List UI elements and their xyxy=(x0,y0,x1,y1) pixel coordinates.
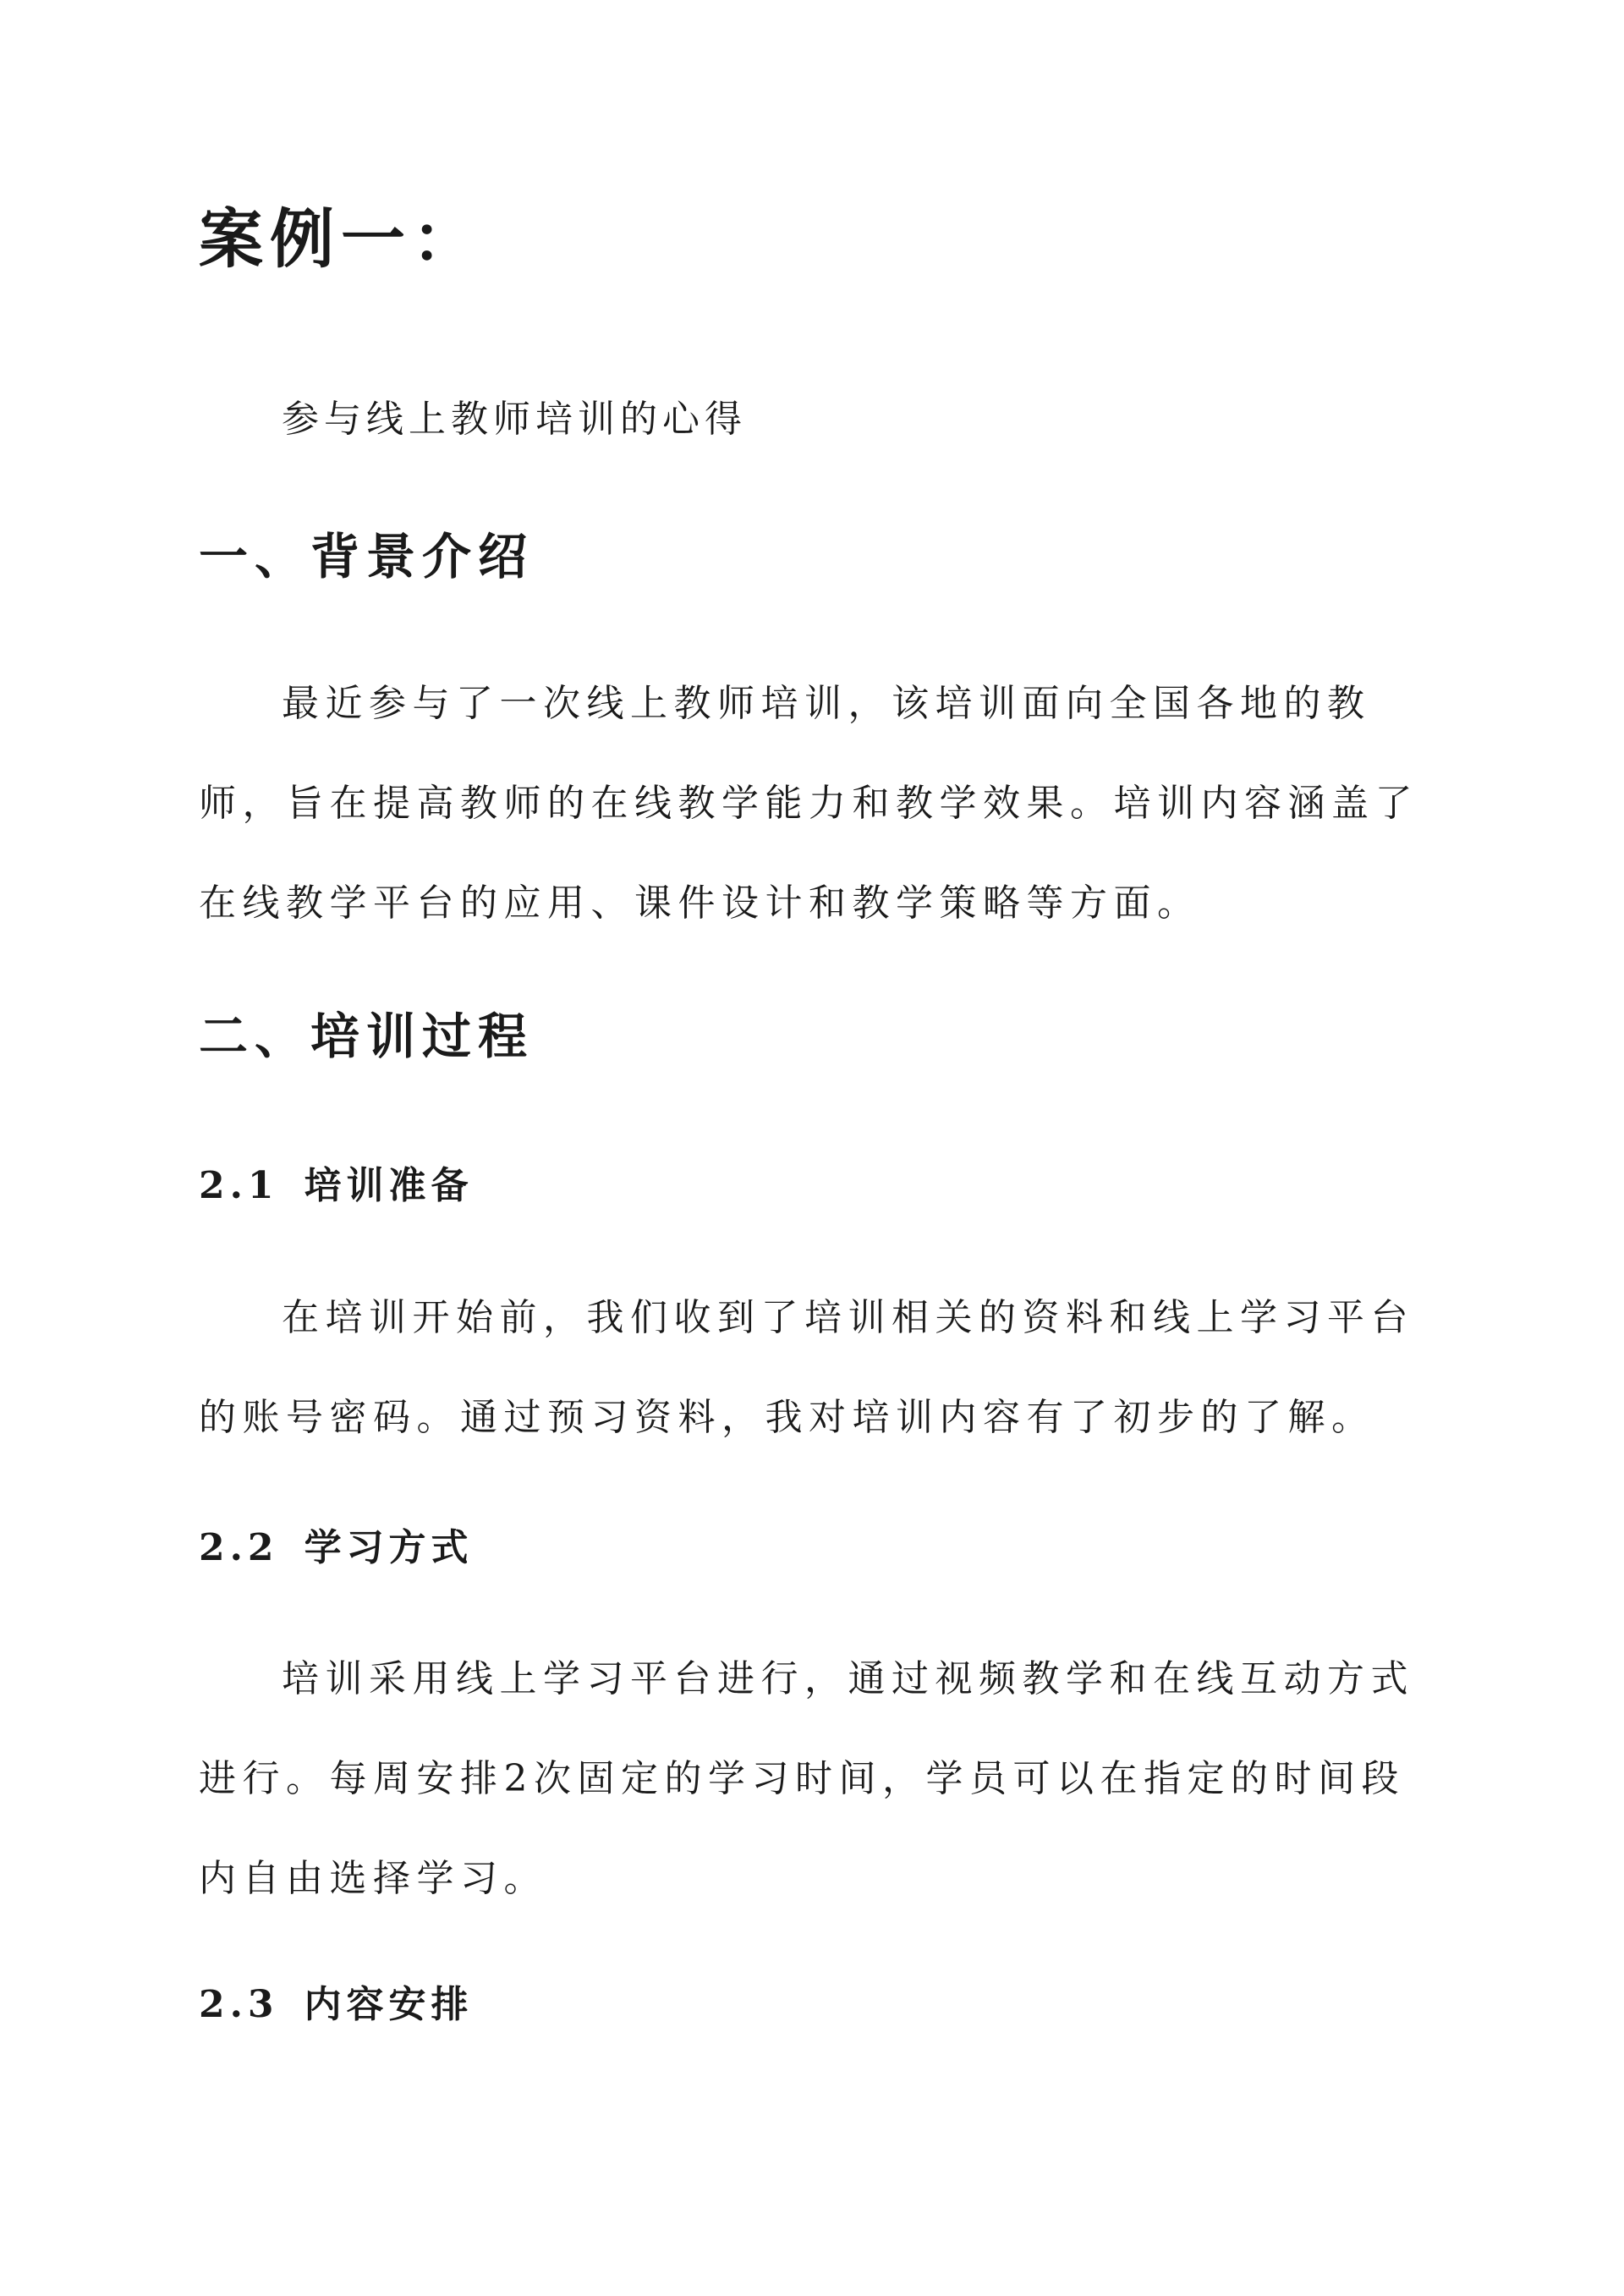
subsection-title: 内容安排 xyxy=(304,1983,474,2026)
section-heading-process: 二、培训过程 xyxy=(199,1008,535,1065)
section-heading-background: 一、背景介绍 xyxy=(199,528,535,585)
subsection-title: 培训准备 xyxy=(304,1164,474,1207)
subsection-heading-2-1 xyxy=(199,1161,474,1211)
document-subtitle: 参与线上教师培训的心得 xyxy=(282,398,747,441)
paragraph-background: 最近参与了一次线上教师培训，该培训面向全国各地的教师，旨在提高教师的在线教学能力和教学效果。培训内容涵盖了在线教学平台的应用、课件设计和教学策略等方面。 xyxy=(199,682,1418,925)
subsection-title: 学习方式 xyxy=(304,1526,474,1569)
subsection-heading-2-3 xyxy=(199,1980,474,2030)
subsection-number: 2.3 xyxy=(199,1983,279,2026)
subsection-number: 2.1 xyxy=(199,1164,279,1207)
subsection-heading-2-2 xyxy=(199,1523,474,1574)
subsection-number: 2.2 xyxy=(199,1526,279,1569)
paragraph-learning-method: 培训采用线上学习平台进行，通过视频教学和在线互动方式进行。每周安排2次固定的学习时间，学员可以在指定的时间段内自由选择学习。 xyxy=(199,1657,1414,1900)
paragraph-training-preparation: 在培训开始前，我们收到了培训相关的资料和线上学习平台的账号密码。通过预习资料，我对培训内容有了初步的了解。 xyxy=(199,1296,1414,1439)
case-title: 案例一： xyxy=(199,201,483,277)
